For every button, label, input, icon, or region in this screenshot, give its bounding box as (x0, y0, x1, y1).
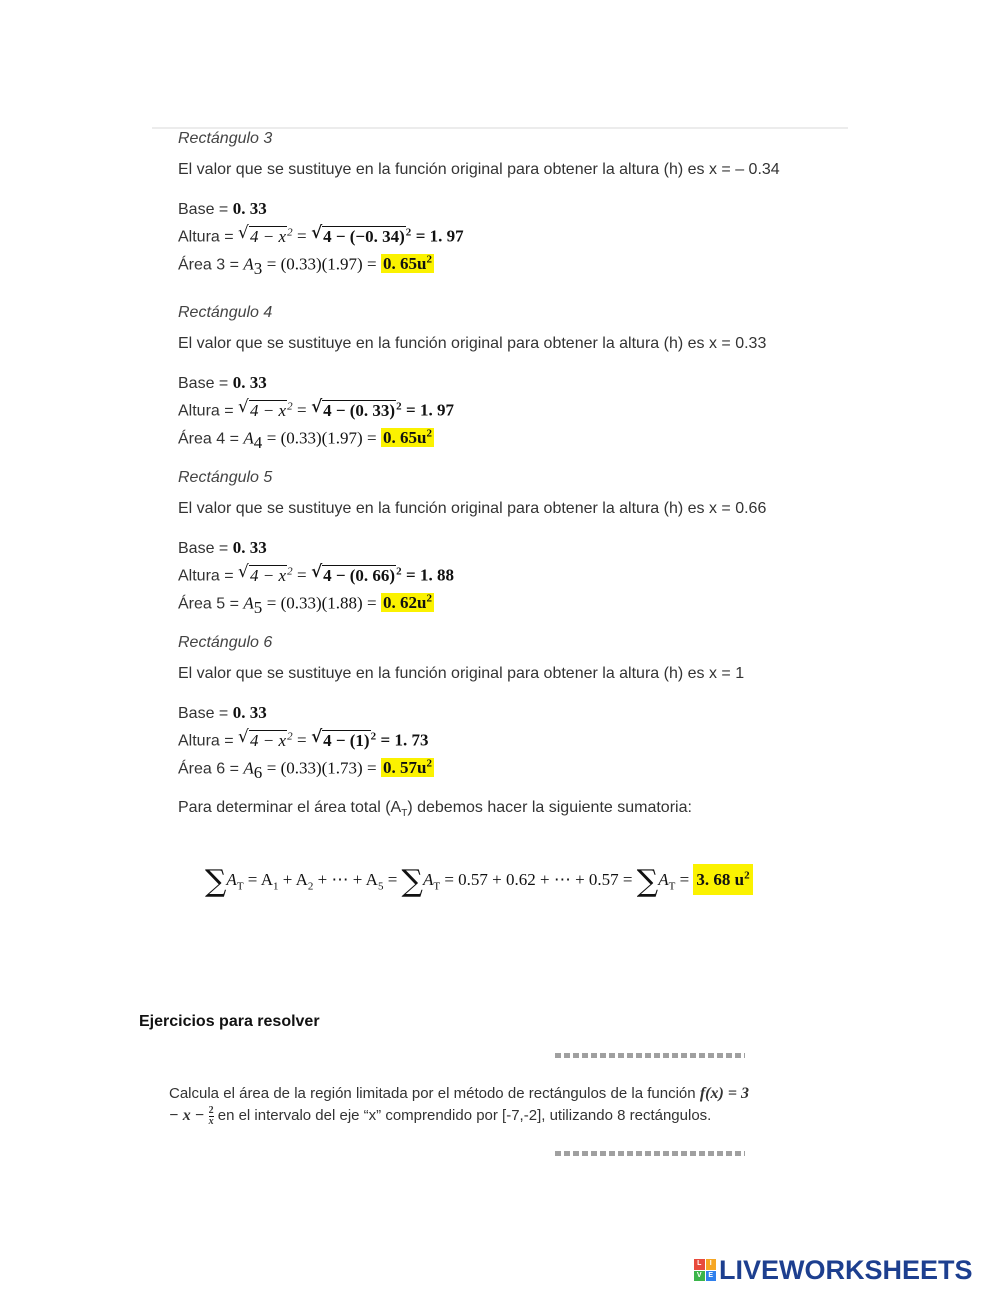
exercises-heading: Ejercicios para resolver (139, 1013, 320, 1030)
rectangle-title: Rectángulo 5 (178, 469, 273, 486)
base-value: 0. 33 (232, 538, 267, 557)
area-result-highlight: 0. $57u^2$ (383, 757, 432, 778)
altura-line: Altura = √ $4 - x^2$ = √ 4 − (0. 33)$^2$ = 1. 97 (178, 396, 454, 420)
rectangle-section-4 (178, 304, 878, 454)
exercise-image (165, 1053, 755, 1156)
sigma-symbol: ∑ (205, 864, 227, 899)
base-line: Base = 0. 33 (178, 373, 267, 392)
area-result-highlight: 0. $65u^2$ (383, 427, 432, 448)
brand-icon-tile: E (706, 1271, 717, 1282)
top-divider (152, 127, 848, 129)
rectangle-statement: El valor que se sustituye en la función original para obtener la altura (h) es x = – 0.34 (178, 161, 780, 178)
area-result-highlight: 0. $65u^2$ (383, 253, 432, 274)
base-value: 0. 33 (232, 703, 267, 722)
summation-equation: $\sum A_T = A_1 + A_2$ + ⋯ + $A_5 = \sum A_T = 0.57 + 0.62$ + ⋯ + $0.57 = \sum A_T = 3$. 68 $u^2$ (205, 864, 753, 899)
base-line: Base = 0. 33 (178, 538, 267, 557)
base-value: 0. 33 (232, 373, 267, 392)
area-line: Área $6 = A_6 = (0.33)(1.73) = 0$. $57u^2$ (178, 757, 432, 782)
base-line: Base = 0. 33 (178, 703, 267, 722)
rectangle-title: Rectángulo 4 (178, 304, 273, 321)
rectangle-section-3 (178, 130, 878, 280)
area-result-highlight: 0. $62u^2$ (383, 592, 432, 613)
summary-text: Para determinar el área total $(A_T)$ debemos hacer la siguiente sumatoria: (178, 799, 692, 820)
area-line: Área $4 = A_4 = (0.33)(1.97) = 0$. $65u^2$ (178, 427, 432, 452)
brand-icon-tile: I (706, 1259, 717, 1270)
liveworksheets-logo (694, 1254, 973, 1286)
rectangle-title: Rectángulo 6 (178, 634, 273, 651)
exercise-text: Calcula el área de la región limitada por el método de rectángulos de la función f(x) = 3 − x − $\frac{2}{x}$ en el intervalo del eje “x” comprendido por [-7,-2], utilizando 8 rectángulos. (169, 1085, 749, 1127)
rectangle-statement: El valor que se sustituye en la función original para obtener la altura (h) es x = 1 (178, 665, 745, 682)
height-value: = 1. 97 (406, 400, 454, 420)
altura-line: Altura = √ $4 - x^2$ = √ 4 − (−0. 34)$^2$ = 1. 97 (178, 222, 464, 246)
fraction: $\frac{2}{x}$ (208, 1104, 214, 1127)
total-area-highlight: 3. 68 $u^2$ (693, 864, 752, 895)
height-value: = 1. 73 (380, 730, 429, 750)
rectangle-section-5 (178, 469, 878, 619)
brand-icon-tile: V (694, 1271, 705, 1282)
altura-line: Altura = √ $4 - x^2$ = √ 4 − (0. 66)$^2$ = 1. 88 (178, 561, 454, 585)
base-value: 0. 33 (232, 199, 267, 218)
rectangle-statement: El valor que se sustituye en la función original para obtener la altura (h) es x = 0.33 (178, 335, 767, 352)
rectangle-title: Rectángulo 3 (178, 130, 273, 147)
brand-name: LIVEWORKSHEETS (719, 1254, 973, 1285)
rectangle-statement: El valor que se sustituye en la función original para obtener la altura (h) es x = 0.66 (178, 500, 767, 517)
brand-icon-tile: L (694, 1259, 705, 1270)
height-value: = 1. 88 (406, 565, 454, 585)
liveworksheets-icon (694, 1259, 716, 1281)
altura-line: Altura = √ $4 - x^2$ = √ $4 - (1)^2 = 1$. 73 (178, 726, 429, 750)
base-line: Base = 0. 33 (178, 199, 267, 218)
height-value: = 1. 97 (415, 226, 464, 246)
area-line: Área $5 = A_5 = (0.33)(1.88) = 0$. $62u^2$ (178, 592, 432, 617)
area-line: Área $3 = A_3 = (0.33)(1.97) = 0$. $65u^2$ (178, 253, 432, 278)
rectangle-section-6 (178, 634, 878, 784)
